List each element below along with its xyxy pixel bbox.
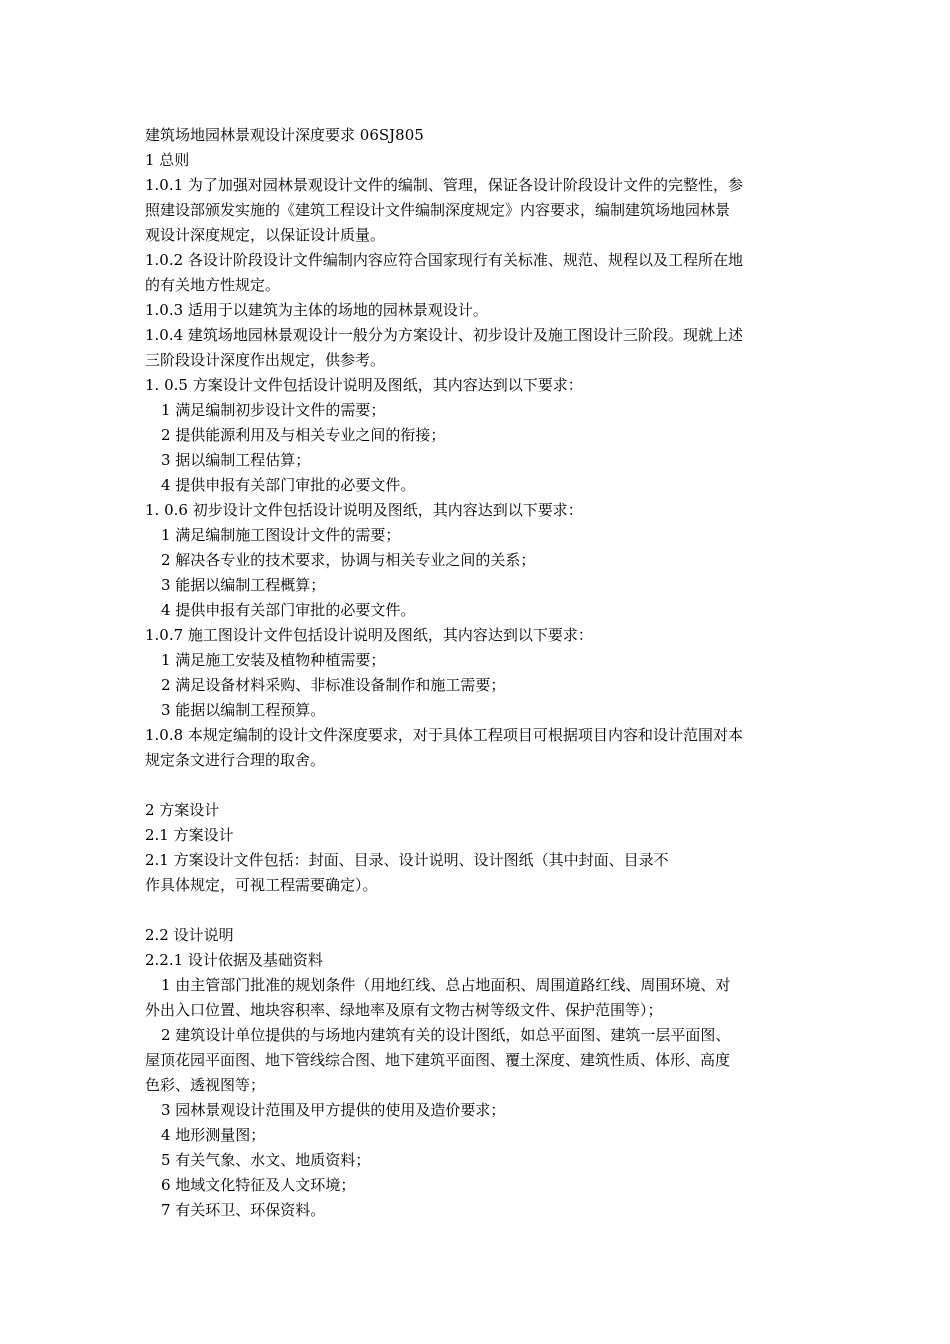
list-item: 4 地形测量图；: [161, 1126, 266, 1144]
list-item: 3 能据以编制工程预算。: [161, 701, 326, 719]
document-title: 建筑场地园林景观设计深度要求 06SJ805: [145, 126, 424, 144]
blank-line: [145, 898, 807, 923]
document-body: [145, 123, 807, 1223]
paragraph-line: 1.0.8 本规定编制的设计文件深度要求，对于具体工程项目可根据项目内容和设计范围对本: [145, 726, 743, 744]
list-item: 2 建筑设计单位提供的与场地内建筑有关的设计图纸，如总平面图、建筑一层平面图、: [161, 1026, 731, 1044]
list-item: 1 满足编制初步设计文件的需要；: [161, 401, 386, 419]
list-item: 2 满足设备材料采购、非标准设备制作和施工需要；: [161, 676, 506, 694]
section-2-heading: 2 方案设计: [145, 801, 220, 819]
list-item: 5 有关气象、水文、地质资料；: [161, 1151, 371, 1169]
paragraph-line: 1.0.7 施工图设计文件包括设计说明及图纸，其内容达到以下要求：: [145, 626, 593, 644]
list-item: 4 提供申报有关部门审批的必要文件。: [161, 601, 416, 619]
list-item: 3 据以编制工程估算；: [161, 451, 311, 469]
paragraph-line: 观设计深度规定，以保证设计质量。: [145, 226, 386, 244]
list-item: 7 有关环卫、环保资料。: [161, 1201, 326, 1219]
paragraph-line: 规定条文进行合理的取舍。: [145, 751, 326, 769]
list-item: 1 满足编制施工图设计文件的需要；: [161, 526, 401, 544]
paragraph-line: 三阶段设计深度作出规定，供参考。: [145, 351, 386, 369]
paragraph-line: 外出入口位置、地块容积率、绿地率及原有文物古树等级文件、保护范围等）；: [145, 1001, 663, 1019]
section-2-1-heading: 2.1 方案设计: [145, 826, 234, 844]
paragraph-line: 1. 0.5 方案设计文件包括设计说明及图纸，其内容达到以下要求：: [145, 376, 583, 394]
list-item: 2 提供能源利用及与相关专业之间的衔接；: [161, 426, 446, 444]
paragraph-line: 照建设部颁发实施的《建筑工程设计文件编制深度规定》内容要求，编制建筑场地园林景: [145, 201, 731, 219]
paragraph-line: 1.0.2 各设计阶段设计文件编制内容应符合国家现行有关标准、规范、规程以及工程所在地: [145, 251, 743, 269]
blank-line: [145, 773, 807, 798]
paragraph-line: 1.0.1 为了加强对园林景观设计文件的编制、管理，保证各设计阶段设计文件的完整性，参: [145, 176, 743, 194]
paragraph-line: 1.0.3 适用于以建筑为主体的场地的园林景观设计。: [145, 301, 488, 319]
list-item: 1 满足施工安装及植物种植需要；: [161, 651, 386, 669]
paragraph-line: 2.1 方案设计文件包括：封面、目录、设计说明、设计图纸（其中封面、目录不: [145, 851, 669, 869]
paragraph-line: 色彩、透视图等；: [145, 1076, 266, 1094]
paragraph-line: 屋顶花园平面图、地下管线综合图、地下建筑平面图、覆土深度、建筑性质、体形、高度: [145, 1051, 731, 1069]
list-item: 4 提供申报有关部门审批的必要文件。: [161, 476, 416, 494]
paragraph-line: 的有关地方性规定。: [145, 276, 281, 294]
paragraph-line: 作具体规定，可视工程需要确定）。: [145, 876, 378, 894]
section-1-heading: 1 总则: [145, 151, 190, 169]
list-item: 1 由主管部门批准的规划条件（用地红线、总占地面积、周围道路红线、周围环境、对: [161, 976, 731, 994]
section-2-2-1-heading: 2.2.1 设计依据及基础资料: [145, 951, 323, 969]
section-2-2-heading: 2.2 设计说明: [145, 926, 234, 944]
paragraph-line: 1.0.4 建筑场地园林景观设计一般分为方案设计、初步设计及施工图设计三阶段。现就上述: [145, 326, 743, 344]
list-item: 3 园林景观设计范围及甲方提供的使用及造价要求；: [161, 1101, 506, 1119]
list-item: 2 解决各专业的技术要求，协调与相关专业之间的关系；: [161, 551, 536, 569]
list-item: 3 能据以编制工程概算；: [161, 576, 326, 594]
list-item: 6 地域文化特征及人文环境；: [161, 1176, 356, 1194]
paragraph-line: 1. 0.6 初步设计文件包括设计说明及图纸，其内容达到以下要求：: [145, 501, 583, 519]
